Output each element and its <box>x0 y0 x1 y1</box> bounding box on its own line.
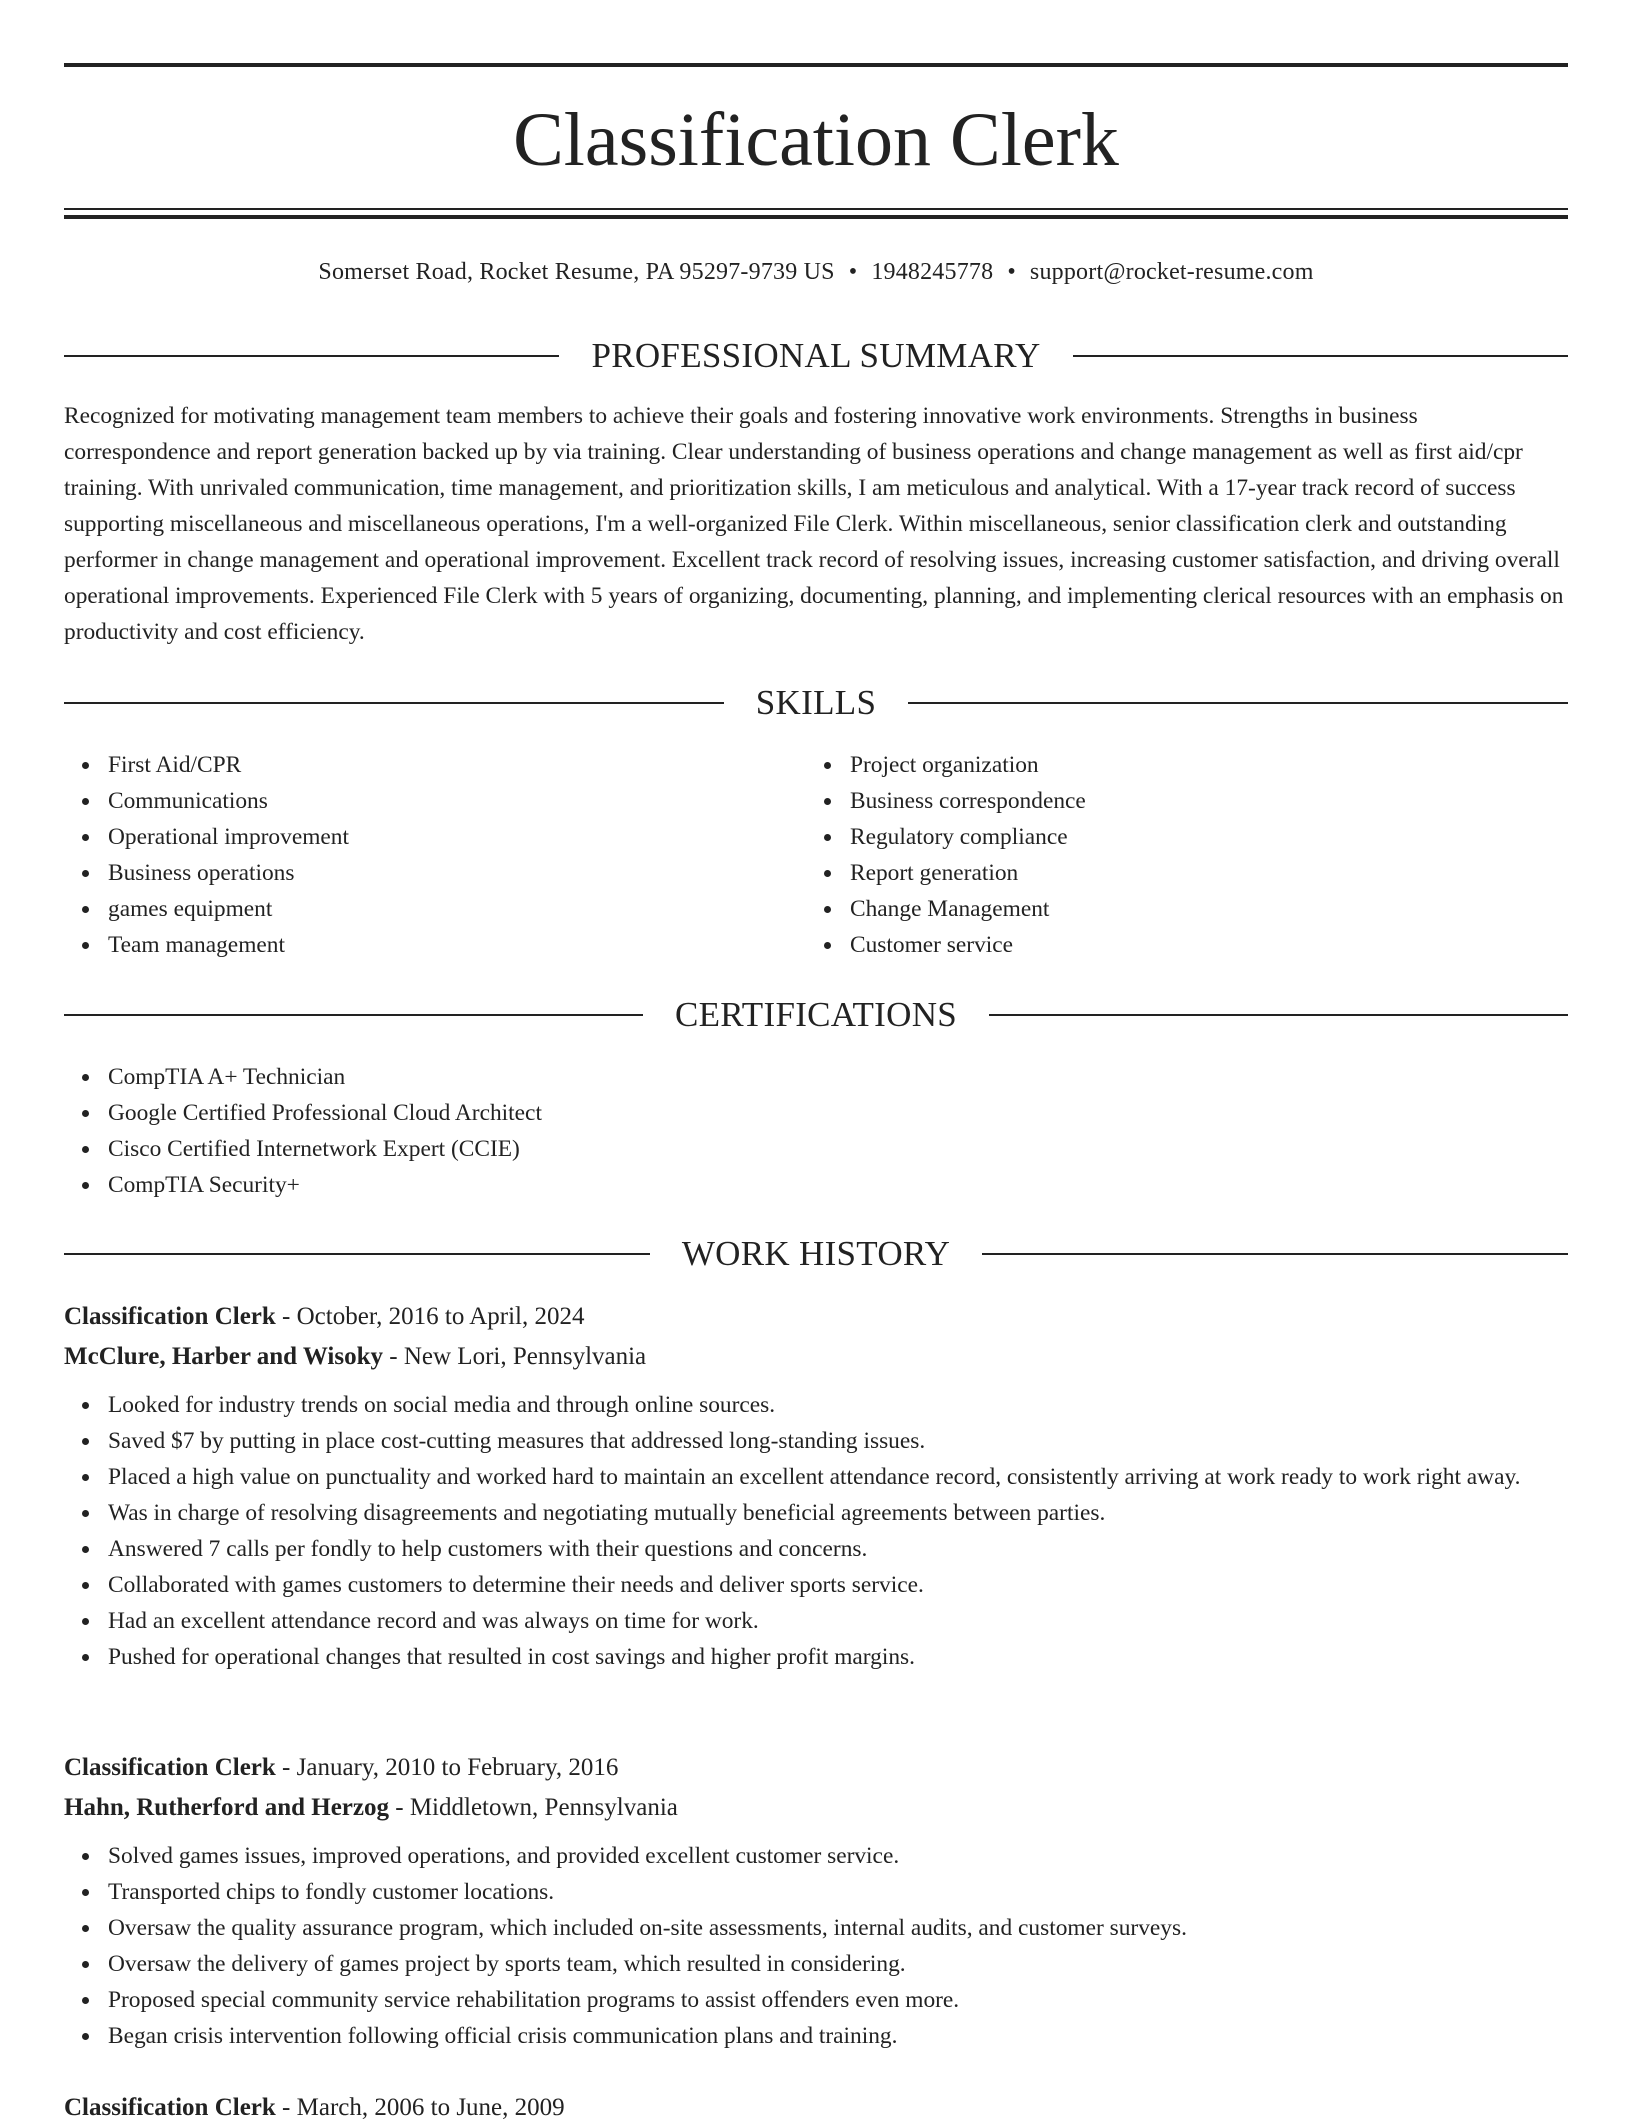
heading-rule <box>64 1253 650 1255</box>
heading-rule <box>989 1014 1568 1016</box>
list-item: Placed a high value on punctuality and worked hard to maintain an excellent attendance record, consistently arriving at work ready to work right away. <box>108 1459 1568 1495</box>
list-item: Transported chips to fondly customer locations. <box>108 1874 1568 1910</box>
certifications-block <box>64 1059 1564 1203</box>
job-title-line <box>64 1297 1568 1337</box>
heading-rule <box>64 355 559 357</box>
certifications-heading <box>64 995 1568 1035</box>
list-item: Business operations <box>108 855 764 891</box>
contact-separator: • <box>848 259 858 285</box>
job-dates: - January, 2010 to February, 2016 <box>275 1754 619 1781</box>
list-item: Operational improvement <box>108 819 764 855</box>
contact-phone: 1948245778 <box>871 259 994 285</box>
job-title: Classification Clerk <box>64 2094 276 2121</box>
job-title: Classification Clerk <box>64 1754 276 1781</box>
skills-heading-text: SKILLS <box>755 683 877 722</box>
skills-list-left <box>64 747 764 963</box>
header-top-rule <box>64 63 1568 67</box>
skills-column-left <box>64 747 764 963</box>
list-item: Proposed special community service rehabilitation programs to assist offenders even more. <box>108 1982 1568 2018</box>
list-item: Team management <box>108 927 764 963</box>
list-item: games equipment <box>108 891 764 927</box>
job-title-line <box>64 1748 1568 1788</box>
contact-address: Somerset Road, Rocket Resume, PA 95297-9739 US <box>318 259 835 285</box>
work-history-heading-text: WORK HISTORY <box>681 1234 951 1273</box>
resume-title: Classification Clerk <box>513 98 1119 182</box>
list-item: Business correspondence <box>850 783 1546 819</box>
list-item: Saved $7 by putting in place cost-cutting measures that addressed long-standing issues. <box>108 1423 1568 1459</box>
list-item: Regulatory compliance <box>850 819 1546 855</box>
list-item: Solved games issues, improved operations, and provided excellent customer service. <box>108 1838 1568 1874</box>
list-item: Began crisis intervention following official crisis communication plans and training. <box>108 2018 1568 2054</box>
contact-separator: • <box>1007 259 1016 285</box>
heading-rule <box>982 1253 1568 1255</box>
list-item: Customer service <box>850 927 1546 963</box>
list-item: Oversaw the delivery of games project by sports team, which resulted in considering. <box>108 1946 1568 1982</box>
heading-rule <box>908 702 1568 704</box>
header-bottom-rule-thin <box>64 208 1568 210</box>
summary-heading <box>64 336 1568 376</box>
list-item: Oversaw the quality assurance program, which included on-site assessments, internal audits, and customer surveys. <box>108 1910 1568 1946</box>
list-item: First Aid/CPR <box>108 747 764 783</box>
summary-heading-text: PROFESSIONAL SUMMARY <box>591 336 1041 375</box>
job-company: McClure, Harber and Wisoky <box>64 1343 384 1370</box>
job-entry-3 <box>64 2088 1568 2128</box>
job-company-line <box>64 1337 1568 1377</box>
job-entry-2 <box>64 1748 1568 2054</box>
job-bullets <box>64 1387 1568 1675</box>
list-item: CompTIA Security+ <box>108 1167 1564 1203</box>
certifications-heading-text: CERTIFICATIONS <box>674 995 958 1034</box>
certifications-list <box>64 1059 1564 1203</box>
heading-rule <box>1073 355 1568 357</box>
skills-heading <box>64 683 1568 723</box>
header-bottom-rule-thick <box>64 215 1568 219</box>
job-location: - Middletown, Pennsylvania <box>389 1794 678 1821</box>
job-title: Classification Clerk <box>64 1303 276 1330</box>
work-history-heading <box>64 1234 1568 1274</box>
heading-rule <box>64 702 724 704</box>
contact-email[interactable]: support@rocket-resume.com <box>1029 259 1314 285</box>
heading-rule <box>64 1014 643 1016</box>
list-item: Answered 7 calls per fondly to help customers with their questions and concerns. <box>108 1531 1568 1567</box>
list-item: Collaborated with games customers to determine their needs and deliver sports service. <box>108 1567 1568 1603</box>
list-item: Cisco Certified Internetwork Expert (CCIE) <box>108 1131 1564 1167</box>
list-item: Had an excellent attendance record and was always on time for work. <box>108 1603 1568 1639</box>
list-item: Pushed for operational changes that resulted in cost savings and higher profit margins. <box>108 1639 1568 1675</box>
list-item: CompTIA A+ Technician <box>108 1059 1564 1095</box>
job-dates: - March, 2006 to June, 2009 <box>275 2094 565 2121</box>
summary-paragraph: Recognized for motivating management team members to achieve their goals and fostering innovative work environments. Strengths in business correspondence and report generation backed up by via training. Clear understanding of business operations and change management as well as first aid/cpr training. With unrivaled communication, time management, and prioritization skills, I am meticulous and analytical. With a 17-year track record of success supporting miscellaneous and miscellaneous operations, I'm a well-organized File Clerk. Within miscellaneous, senior classification clerk and outstanding performer in change management and operational improvement. Excellent track record of resolving issues, increasing customer satisfaction, and driving overall operational improvements. Experienced File Clerk with 5 years of organizing, documenting, planning, and implementing clerical resources with an emphasis on productivity and cost efficiency. <box>64 403 1564 645</box>
list-item: Communications <box>108 783 764 819</box>
skills-list-right <box>806 747 1546 963</box>
job-bullets <box>64 1838 1568 2054</box>
job-location: - New Lori, Pennsylvania <box>383 1343 647 1370</box>
contact-line <box>64 254 1568 290</box>
list-item: Project organization <box>850 747 1546 783</box>
job-company-line <box>64 1788 1568 1828</box>
job-company: Hahn, Rutherford and Herzog <box>64 1794 389 1821</box>
list-item: Change Management <box>850 891 1546 927</box>
job-dates: - October, 2016 to April, 2024 <box>275 1303 585 1330</box>
job-title-line <box>64 2088 1568 2128</box>
list-item: Was in charge of resolving disagreements and negotiating mutually beneficial agreements between parties. <box>108 1495 1568 1531</box>
list-item: Google Certified Professional Cloud Architect <box>108 1095 1564 1131</box>
skills-column-right <box>806 747 1546 963</box>
list-item: Report generation <box>850 855 1546 891</box>
job-entry-1 <box>64 1297 1568 1675</box>
list-item: Looked for industry trends on social media and through online sources. <box>108 1387 1568 1423</box>
